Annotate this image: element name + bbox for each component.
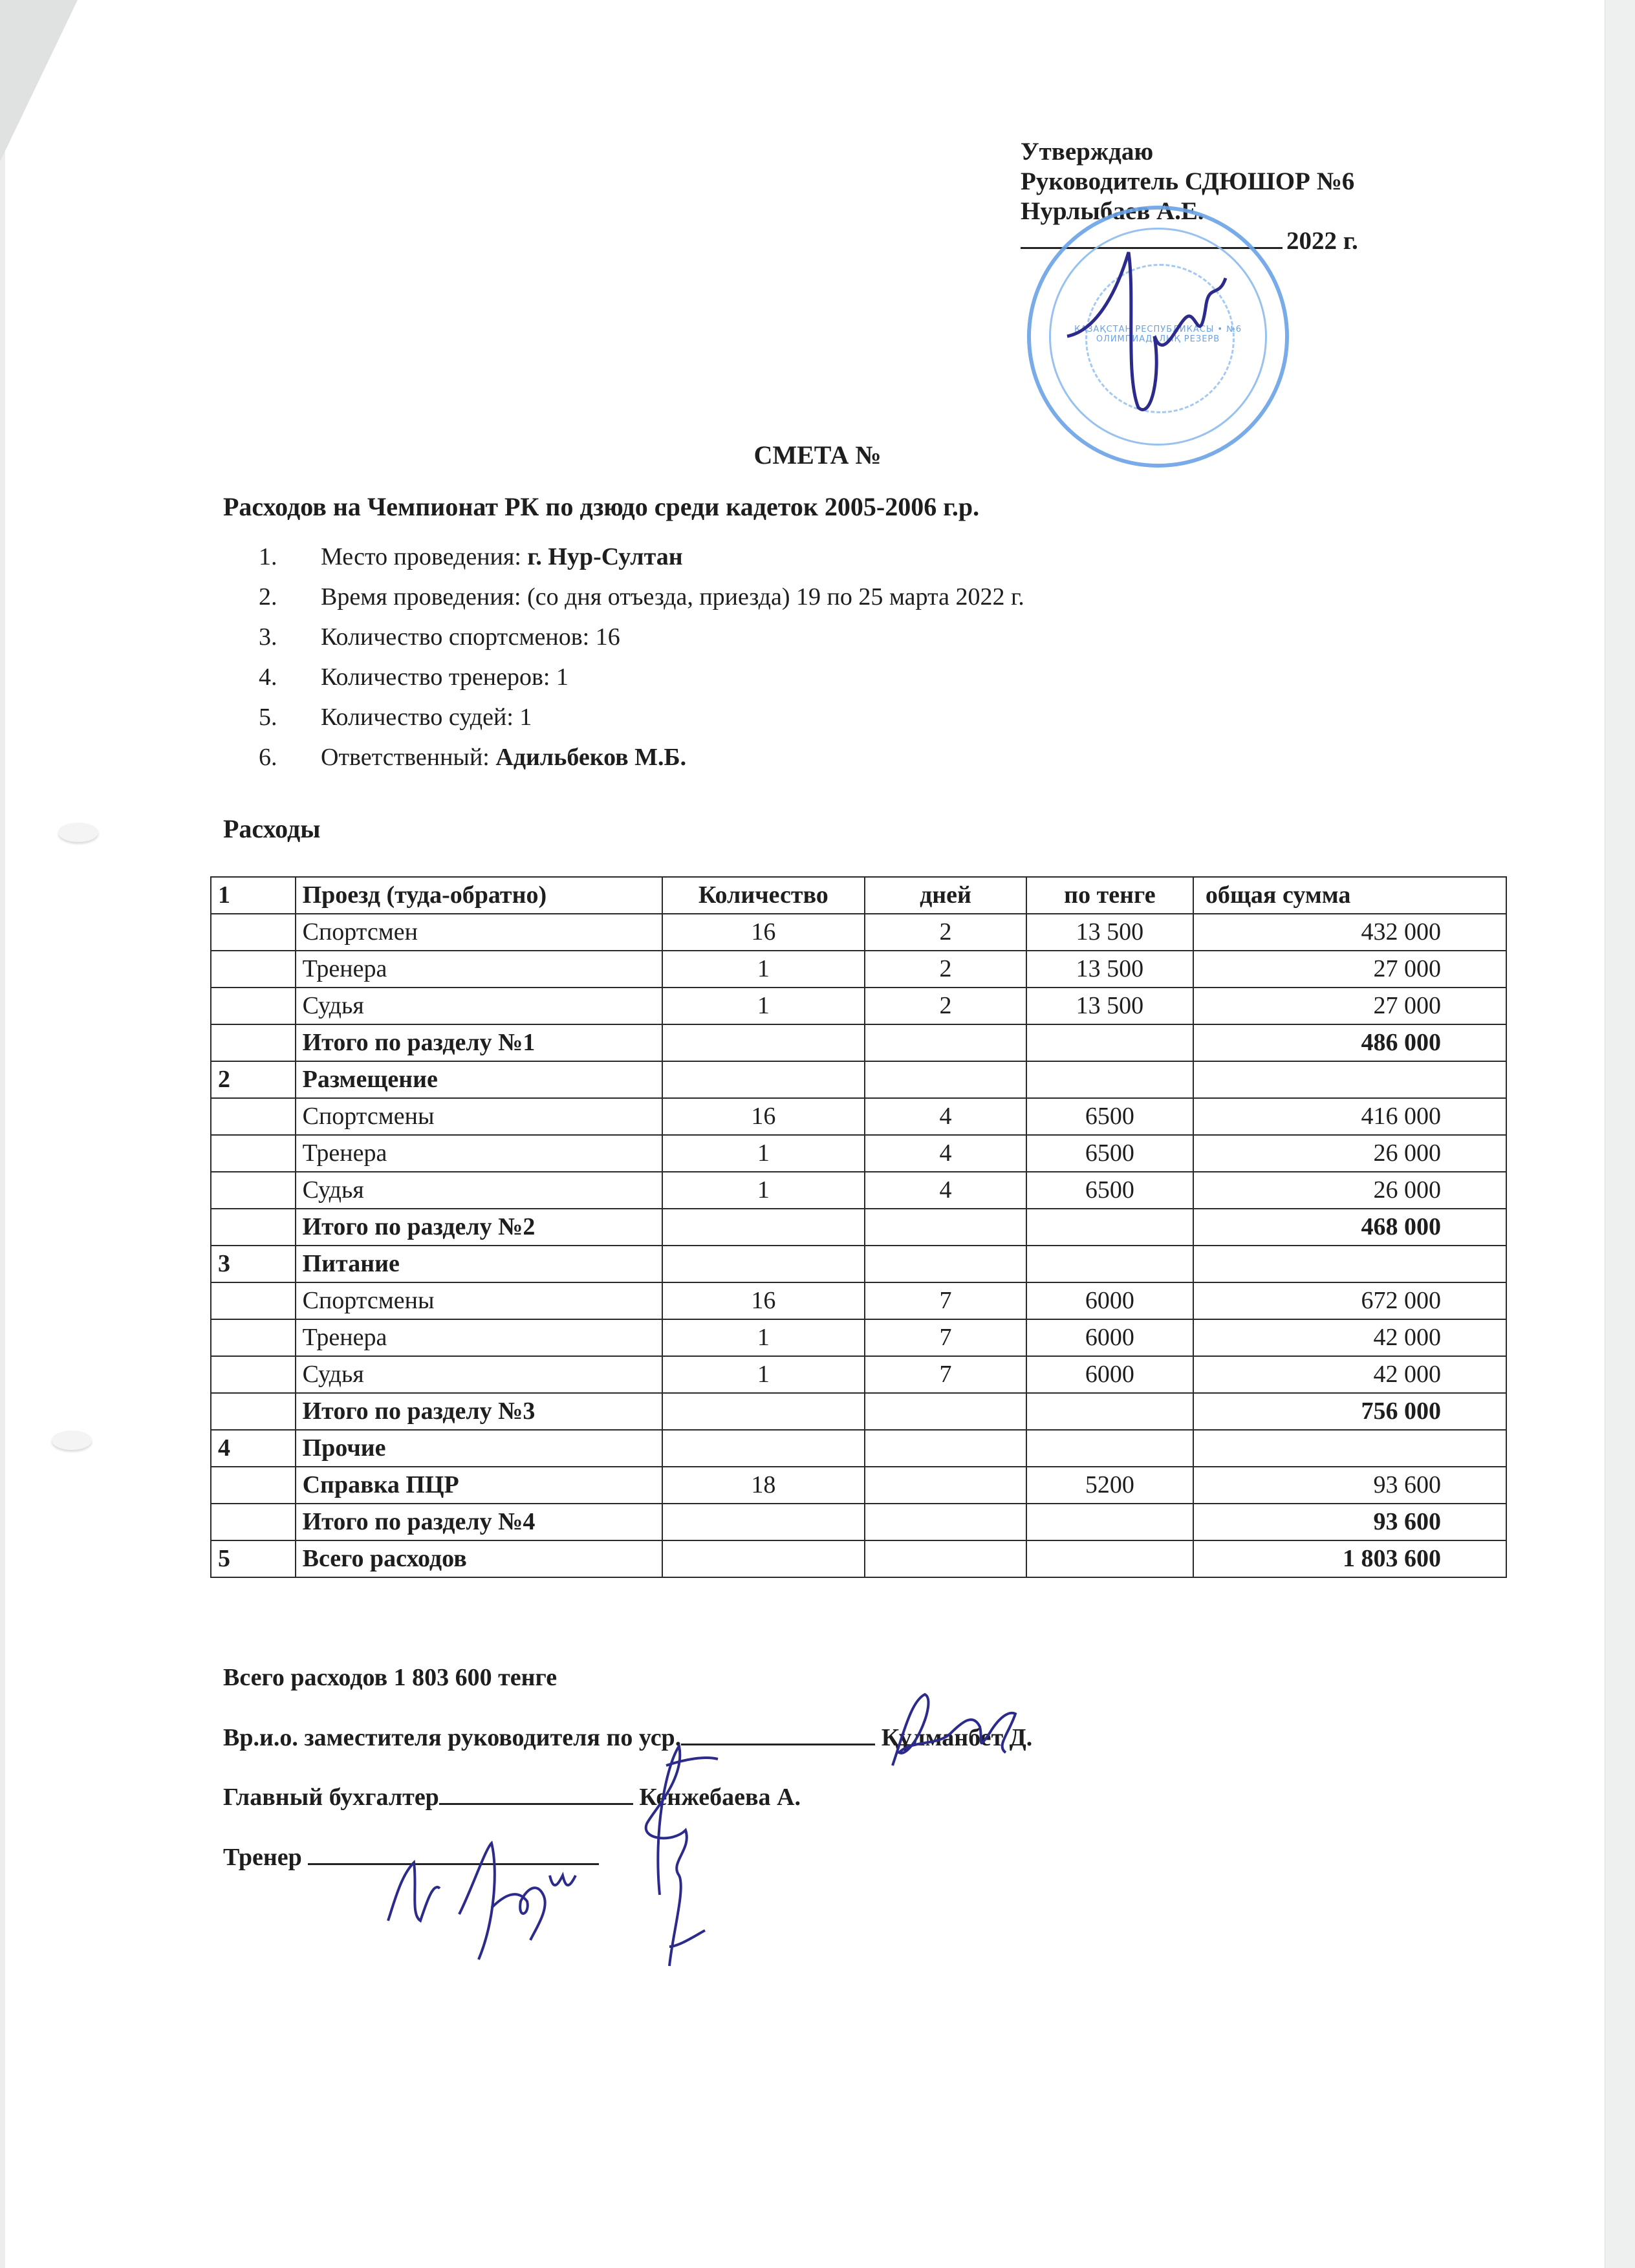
approval-date-year: 2022 г. [1286, 227, 1358, 255]
info-num: 5. [259, 704, 277, 731]
total-cell: 42 000 [1193, 1356, 1506, 1393]
coach-label: Тренер [223, 1844, 302, 1871]
row-number-cell [211, 988, 296, 1024]
description-cell: Справка ПЦР [296, 1467, 662, 1504]
unit-price-cell: 6500 [1026, 1098, 1193, 1135]
unit-price-cell: 6000 [1026, 1356, 1193, 1393]
header-cell: по тенге [1026, 877, 1193, 914]
unit-price-cell: 13 500 [1026, 988, 1193, 1024]
row-number-cell [211, 1282, 296, 1319]
table-row-section [211, 1061, 1506, 1098]
description-cell: Всего расходов [296, 1540, 662, 1577]
info-label: Количество судей: 1 [321, 704, 532, 731]
info-label: Количество тренеров: 1 [321, 664, 568, 691]
expenses-heading: Расходы [223, 814, 321, 843]
approval-name: Нурлыбаев А.Е. [1021, 197, 1204, 225]
days-cell [865, 1024, 1026, 1061]
event-info-list [259, 537, 1024, 777]
unit-price-cell: 6000 [1026, 1319, 1193, 1356]
description-cell: Итого по разделу №3 [296, 1393, 662, 1430]
accountant-name: Кенжебаева А. [639, 1784, 801, 1811]
quantity-cell [662, 1061, 865, 1098]
days-cell [865, 1467, 1026, 1504]
days-cell: 4 [865, 1172, 1026, 1209]
quantity-cell: 16 [662, 1282, 865, 1319]
table-row-subtotal [211, 1024, 1506, 1061]
total-cell [1193, 1246, 1506, 1282]
quantity-cell [662, 1246, 865, 1282]
unit-price-cell [1026, 1024, 1193, 1061]
unit-price-cell: 6000 [1026, 1282, 1193, 1319]
info-num: 6. [259, 744, 277, 771]
row-number-cell [211, 1319, 296, 1356]
description-cell: Тренера [296, 1319, 662, 1356]
punch-hole-bottom [52, 1431, 92, 1450]
days-cell [865, 1430, 1026, 1467]
info-value: Адильбеков М.Б. [495, 744, 687, 771]
total-cell: 93 600 [1193, 1504, 1506, 1540]
approval-position: Руководитель СДЮШОР №6 [1021, 167, 1355, 195]
description-cell: Судья [296, 988, 662, 1024]
table-row-section [211, 1246, 1506, 1282]
table-row-item [211, 1356, 1506, 1393]
unit-price-cell [1026, 1393, 1193, 1430]
row-number-cell [211, 914, 296, 951]
unit-price-cell: 13 500 [1026, 951, 1193, 988]
total-cell: 27 000 [1193, 951, 1506, 988]
table-row-item [211, 1172, 1506, 1209]
info-item-judges [259, 697, 1024, 737]
description-cell: Судья [296, 1172, 662, 1209]
total-cell: 432 000 [1193, 914, 1506, 951]
document-subtitle: Расходов на Чемпионат РК по дзюдо среди кадеток 2005-2006 г.р. [223, 492, 980, 521]
table-row-item-bold-label [211, 1467, 1506, 1504]
quantity-cell [662, 1430, 865, 1467]
row-number-cell [211, 1504, 296, 1540]
info-label: Ответственный: [321, 744, 496, 771]
row-number-cell [211, 1467, 296, 1504]
unit-price-cell: 13 500 [1026, 914, 1193, 951]
total-cell: 416 000 [1193, 1098, 1506, 1135]
description-cell: Питание [296, 1246, 662, 1282]
info-num: 2. [259, 583, 277, 610]
info-num: 3. [259, 623, 277, 651]
info-item-athletes [259, 617, 1024, 657]
info-value: г. Нур-Султан [527, 543, 683, 570]
info-label: Количество спортсменов: 16 [321, 623, 620, 651]
quantity-cell [662, 1504, 865, 1540]
days-cell: 7 [865, 1356, 1026, 1393]
table-row-item [211, 951, 1506, 988]
row-number-cell [211, 1172, 296, 1209]
row-number-cell [211, 1098, 296, 1135]
days-cell [865, 1393, 1026, 1430]
total-cell [1193, 1061, 1506, 1098]
document-title: СМЕТА № [753, 440, 882, 470]
stamp-text: ҚАЗАҚСТАН РЕСПУБЛИКАСЫ • №6 ОЛИМПИАДАЛЫҚ РЕЗЕРВ [1074, 325, 1242, 344]
total-cell: 1 803 600 [1193, 1540, 1506, 1577]
quantity-cell [662, 1393, 865, 1430]
description-cell: Спортсмены [296, 1098, 662, 1135]
description-cell: Тренера [296, 1135, 662, 1172]
info-label: Время проведения: (со дня отъезда, приезда) 19 по 25 марта 2022 г. [321, 583, 1024, 610]
total-cell: 756 000 [1193, 1393, 1506, 1430]
days-cell: 4 [865, 1098, 1026, 1135]
header-cell: общая сумма [1193, 877, 1506, 914]
unit-price-cell [1026, 1540, 1193, 1577]
days-cell: 2 [865, 951, 1026, 988]
unit-price-cell [1026, 1430, 1193, 1467]
row-number-cell [211, 1356, 296, 1393]
table-row-total [211, 1540, 1506, 1577]
unit-price-cell [1026, 1209, 1193, 1246]
budget-table [210, 876, 1507, 1578]
description-cell: Спортсмен [296, 914, 662, 951]
total-cell: 486 000 [1193, 1024, 1506, 1061]
row-number-cell [211, 1393, 296, 1430]
punch-hole-top [58, 823, 98, 842]
total-cell [1193, 1430, 1506, 1467]
total-cell: 672 000 [1193, 1282, 1506, 1319]
days-cell: 2 [865, 988, 1026, 1024]
table-row-subtotal [211, 1504, 1506, 1540]
row-number-cell: 4 [211, 1430, 296, 1467]
table-row-section [211, 1430, 1506, 1467]
description-cell: Итого по разделу №4 [296, 1504, 662, 1540]
description-cell: Тренера [296, 951, 662, 988]
days-cell [865, 1540, 1026, 1577]
unit-price-cell [1026, 1061, 1193, 1098]
days-cell: 2 [865, 914, 1026, 951]
table-row-subtotal [211, 1209, 1506, 1246]
table-row-item [211, 1098, 1506, 1135]
row-number-cell: 2 [211, 1061, 296, 1098]
unit-price-cell: 6500 [1026, 1172, 1193, 1209]
table-row-subtotal [211, 1393, 1506, 1430]
director-signature [1048, 246, 1242, 427]
quantity-cell: 1 [662, 1172, 865, 1209]
table-header-row [211, 877, 1506, 914]
info-item-coaches [259, 657, 1024, 697]
quantity-cell: 16 [662, 1098, 865, 1135]
description-cell: Итого по разделу №1 [296, 1024, 662, 1061]
header-cell: 1 [211, 877, 296, 914]
total-cell: 26 000 [1193, 1172, 1506, 1209]
row-number-cell [211, 1024, 296, 1061]
header-cell: Проезд (туда-обратно) [296, 877, 662, 914]
row-number-cell: 3 [211, 1246, 296, 1282]
days-cell: 7 [865, 1282, 1026, 1319]
folded-corner [0, 0, 78, 162]
description-cell: Итого по разделу №2 [296, 1209, 662, 1246]
description-cell: Спортсмены [296, 1282, 662, 1319]
quantity-cell [662, 1209, 865, 1246]
days-cell: 4 [865, 1135, 1026, 1172]
days-cell [865, 1061, 1026, 1098]
info-item-venue [259, 537, 1024, 577]
table-row-item [211, 914, 1506, 951]
description-cell: Размещение [296, 1061, 662, 1098]
header-cell: Количество [662, 877, 865, 914]
table-row-item [211, 1319, 1506, 1356]
quantity-cell: 18 [662, 1467, 865, 1504]
quantity-cell: 1 [662, 1356, 865, 1393]
quantity-cell [662, 1540, 865, 1577]
approval-heading: Утверждаю [1021, 138, 1154, 166]
unit-price-cell [1026, 1246, 1193, 1282]
table-row-item [211, 1282, 1506, 1319]
header-cell: дней [865, 877, 1026, 914]
signature-blank [439, 1784, 633, 1805]
info-num: 4. [259, 664, 277, 691]
info-item-dates [259, 577, 1024, 617]
info-num: 1. [259, 543, 277, 570]
scan-edge [0, 0, 5, 2268]
row-number-cell: 5 [211, 1540, 296, 1577]
row-number-cell [211, 1135, 296, 1172]
total-cell: 27 000 [1193, 988, 1506, 1024]
accountant-label: Главный бухгалтер [223, 1784, 439, 1811]
total-cell: 468 000 [1193, 1209, 1506, 1246]
table-row-item [211, 1135, 1506, 1172]
info-item-responsible [259, 737, 1024, 777]
days-cell: 7 [865, 1319, 1026, 1356]
unit-price-cell [1026, 1504, 1193, 1540]
days-cell [865, 1504, 1026, 1540]
row-number-cell [211, 951, 296, 988]
unit-price-cell: 6500 [1026, 1135, 1193, 1172]
total-cell: 26 000 [1193, 1135, 1506, 1172]
table-row-item [211, 988, 1506, 1024]
total-summary: Всего расходов 1 803 600 тенге [223, 1664, 558, 1691]
quantity-cell [662, 1024, 865, 1061]
unit-price-cell: 5200 [1026, 1467, 1193, 1504]
total-cell: 93 600 [1193, 1467, 1506, 1504]
page-edge-shadow [1605, 0, 1635, 2268]
total-cell: 42 000 [1193, 1319, 1506, 1356]
days-cell [865, 1209, 1026, 1246]
row-number-cell [211, 1209, 296, 1246]
deputy-name: Құлманбет Д. [881, 1724, 1033, 1751]
deputy-signature [867, 1688, 1035, 1778]
info-label: Место проведения: [321, 543, 528, 570]
quantity-cell: 1 [662, 951, 865, 988]
quantity-cell: 1 [662, 1319, 865, 1356]
days-cell [865, 1246, 1026, 1282]
quantity-cell: 1 [662, 1135, 865, 1172]
description-cell: Прочие [296, 1430, 662, 1467]
description-cell: Судья [296, 1356, 662, 1393]
coach-signature [362, 1817, 634, 1966]
quantity-cell: 16 [662, 914, 865, 951]
quantity-cell: 1 [662, 988, 865, 1024]
deputy-label: Вр.и.о. заместителя руководителя по уср. [223, 1724, 682, 1751]
